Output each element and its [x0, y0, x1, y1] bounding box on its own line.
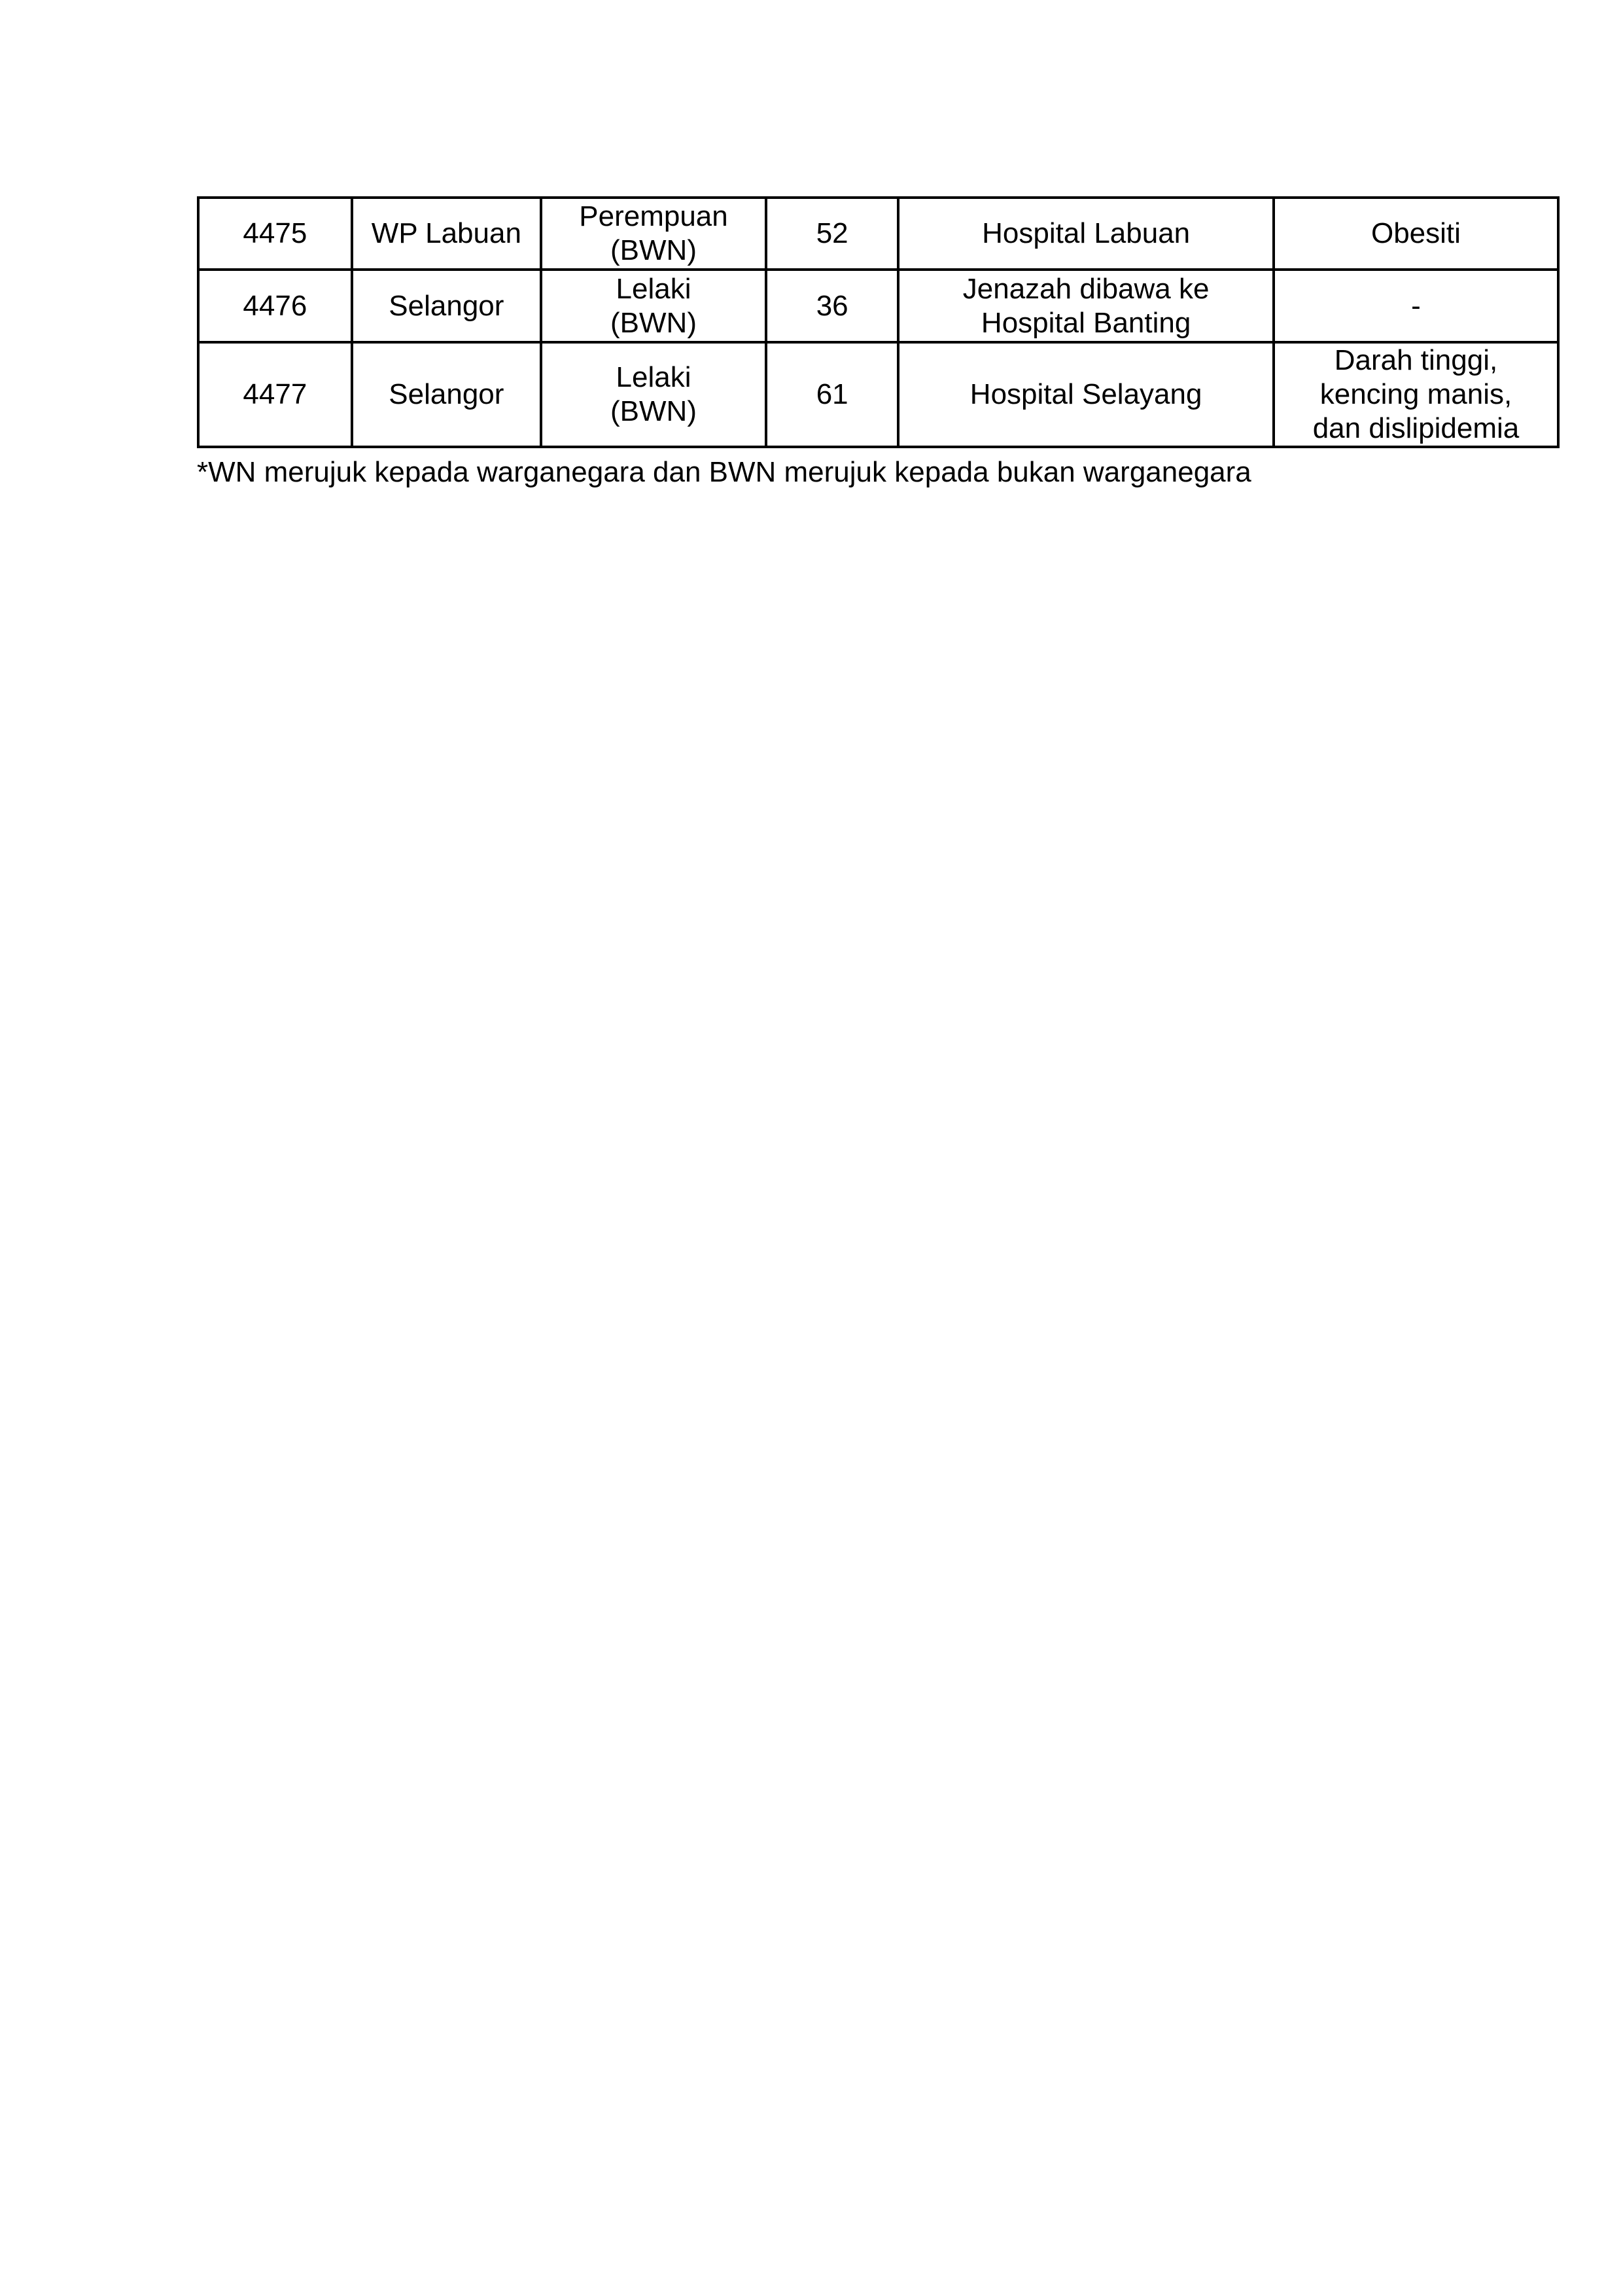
comorbidity-cell: -: [1274, 270, 1558, 342]
footnote: *WN merujuk kepada warganegara dan BWN merujuk kepada bukan warganegara: [197, 456, 1251, 488]
comorbidity-cell: Obesiti: [1274, 198, 1558, 270]
gender-cell: Lelaki (BWN): [541, 342, 766, 447]
age-cell: 36: [766, 270, 898, 342]
table-row: [198, 342, 1558, 447]
place-of-death-cell: Hospital Selayang: [898, 342, 1274, 447]
case-number-cell: 4475: [198, 198, 352, 270]
state-cell: Selangor: [352, 270, 541, 342]
age-cell: 61: [766, 342, 898, 447]
case-number-cell: 4477: [198, 342, 352, 447]
place-of-death-cell: Jenazah dibawa ke Hospital Banting: [898, 270, 1274, 342]
gender-cell: Perempuan (BWN): [541, 198, 766, 270]
age-cell: 52: [766, 198, 898, 270]
case-number-cell: 4476: [198, 270, 352, 342]
comorbidity-cell: Darah tinggi, kencing manis, dan dislipidemia: [1274, 342, 1558, 447]
gender-cell: Lelaki (BWN): [541, 270, 766, 342]
state-cell: Selangor: [352, 342, 541, 447]
table-row: [198, 270, 1558, 342]
table-row: [198, 198, 1558, 270]
state-cell: WP Labuan: [352, 198, 541, 270]
death-cases-table: [197, 196, 1560, 448]
place-of-death-cell: Hospital Labuan: [898, 198, 1274, 270]
